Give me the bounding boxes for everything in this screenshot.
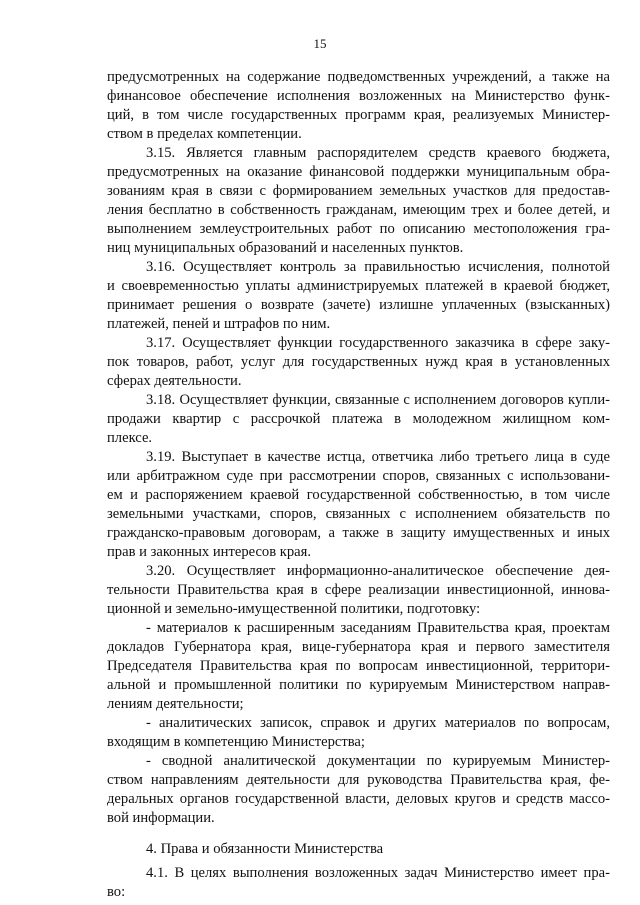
list-item-line: ством направлениям деятельности для руководства Правительства края, фе- — [107, 772, 610, 788]
text-line: выполнением землеустроительных работ по описанию местоположения гра- — [107, 221, 610, 237]
text-line: предусмотренных на оказание финансовой поддержки муниципальным обра- — [107, 164, 610, 180]
text-line: во: — [107, 884, 126, 900]
list-item-line: - сводной аналитической документации по курируемым Министер- — [146, 753, 610, 769]
list-item-line: докладов Губернатора края, вице-губернатора края и первого заместителя — [107, 639, 610, 655]
text-line: зованиям края в связи с формированием земельных участков для предостав- — [107, 183, 610, 199]
text-line: прав и законных интересов края. — [107, 544, 311, 560]
text-line: и своевременностью уплаты администрируемых платежей в краевой бюджет, — [107, 278, 610, 294]
text-line: 3.17. Осуществляет функции государственного заказчика в сфере заку- — [146, 335, 610, 351]
text-line: пок товаров, работ, услуг для государственных нужд края в установленных — [107, 354, 610, 370]
text-line: принимает решения о возврате (зачете) излишне уплаченных (взысканных) — [107, 297, 610, 313]
list-item-line: лениям деятельности; — [107, 696, 244, 712]
text-line: гражданско-правовым договорам, а также в защиту имущественных и иных — [107, 525, 610, 541]
text-line: плексе. — [107, 430, 153, 446]
page-number: 15 — [313, 36, 327, 51]
text-line: 3.16. Осуществляет контроль за правильностью исчисления, полнотой — [146, 259, 610, 275]
list-item-line: входящим в компетенцию Министерства; — [107, 734, 365, 750]
text-line: ций, в том числе государственных программ края, реализуемых Министер- — [107, 107, 610, 123]
text-line: земельными участками, споров, связанных с исполнением обязательств по — [107, 506, 610, 522]
text-line: 3.18. Осуществляет функции, связанные с исполнением договоров купли- — [146, 392, 610, 408]
text-line: ством в пределах компетенции. — [107, 126, 302, 142]
list-item-line: - аналитических записок, справок и других материалов по вопросам, — [146, 715, 610, 731]
text-line: предусмотренных на содержание подведомственных учреждений, а также на — [107, 69, 610, 85]
list-item-line: деральных органов государственной власти, деловых кругов и средств массо- — [107, 791, 610, 807]
text-line: ционной и земельно-имущественной политики, подготовку: — [107, 601, 481, 617]
text-line: тельности Правительства края в сфере реализации инвестиционной, иннова- — [107, 582, 610, 598]
text-line: сферах деятельности. — [107, 373, 242, 389]
text-line: платежей, пеней и штрафов по ним. — [107, 316, 331, 332]
list-item-line: альной и промышленной политики по курируемым Министерством направ- — [107, 677, 610, 693]
text-line: 3.15. Является главным распорядителем средств краевого бюджета, — [146, 145, 610, 161]
text-line: ниц муниципальных образований и населенных пунктов. — [107, 240, 464, 256]
section-heading: 4. Права и обязанности Министерства — [146, 841, 384, 857]
list-item-line: - материалов к расширенным заседаниям Правительства края, проектам — [146, 620, 610, 636]
list-item-line: Председателя Правительства края по вопросам инвестиционной, территори- — [107, 658, 610, 674]
text-line: или арбитражном суде при рассмотрении споров, связанных с использовани- — [107, 468, 610, 484]
text-line: 4.1. В целях выполнения возложенных задач Министерство имеет пра- — [146, 865, 610, 881]
text-line: 3.20. Осуществляет информационно-аналитическое обеспечение дея- — [146, 563, 610, 579]
text-line: ем и распоряжением краевой государственной собственностью, в том числе — [107, 487, 610, 503]
text-line: ления бесплатно в собственность гражданам, имеющим трех и более детей, и — [107, 202, 610, 218]
text-line: 3.19. Выступает в качестве истца, ответчика либо третьего лица в суде — [146, 449, 610, 465]
list-item-line: вой информации. — [107, 810, 215, 826]
text-line: продажи квартир с рассрочкой платежа в молодежном жилищном ком- — [107, 411, 610, 427]
text-line: финансовое обеспечение исполнения возложенных на Министерство функ- — [107, 88, 610, 104]
